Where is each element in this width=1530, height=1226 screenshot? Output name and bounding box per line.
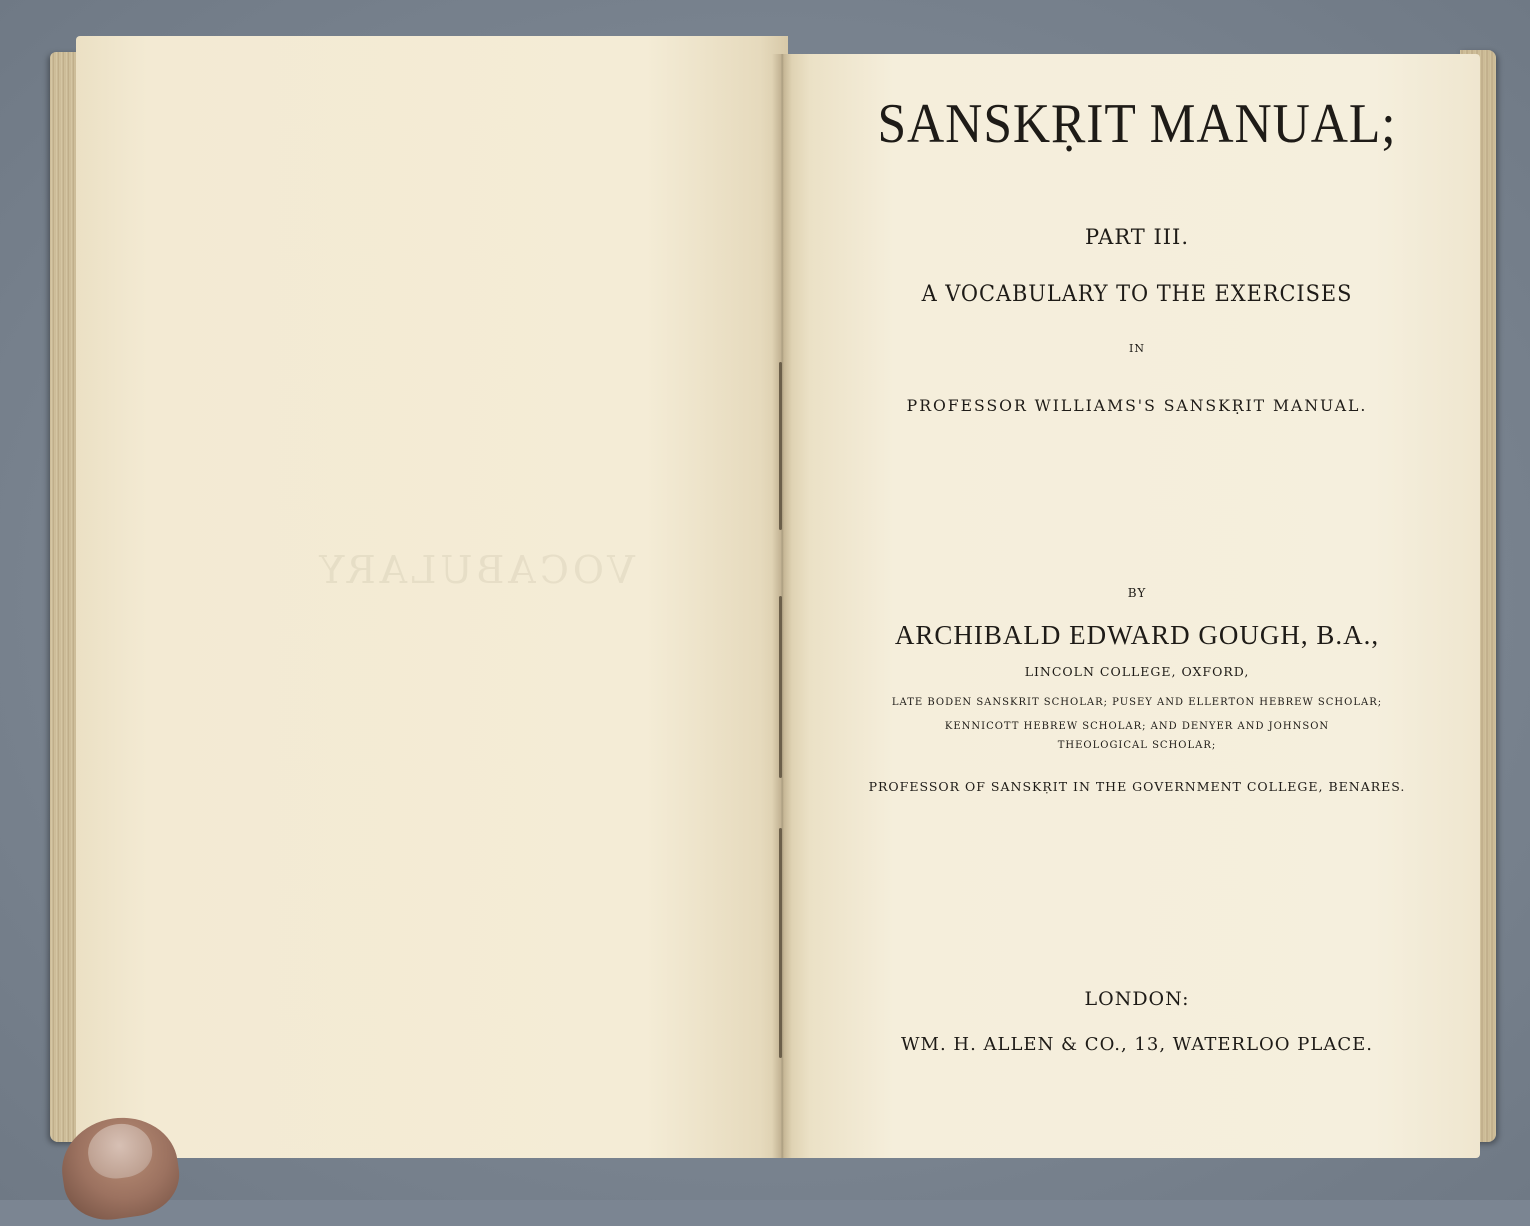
publisher: WM. H. ALLEN & CO., 13, WATERLOO PLACE. bbox=[901, 1034, 1373, 1055]
show-through-text: VOCABULARY bbox=[315, 548, 635, 592]
author-credentials-line-1: LATE BODEN SANSKRIT SCHOLAR; PUSEY AND ELLERTON HEBREW SCHOLAR; bbox=[891, 697, 1383, 708]
author-name: ARCHIBALD EDWARD GOUGH, B.A., bbox=[894, 620, 1380, 650]
book-subtitle: A VOCABULARY TO THE EXERCISES bbox=[921, 282, 1353, 307]
binding-stitch bbox=[779, 362, 782, 530]
book-title: SANSKṚIT MANUAL; bbox=[877, 93, 1397, 155]
binding-stitch bbox=[779, 828, 782, 1058]
by-line: BY bbox=[1127, 586, 1147, 600]
connector-text: IN bbox=[1129, 342, 1145, 355]
author-college: LINCOLN COLLEGE, OXFORD, bbox=[1024, 664, 1250, 679]
book-gutter bbox=[772, 54, 792, 1158]
binding-stitch bbox=[779, 596, 782, 778]
author-credentials-line-3: THEOLOGICAL SCHOLAR; bbox=[1057, 740, 1217, 751]
author-position: PROFESSOR OF SANSKṚIT IN THE GOVERNMENT COLLEGE, BENARES. bbox=[868, 779, 1406, 794]
left-blank-page bbox=[76, 36, 788, 1158]
publication-city: LONDON: bbox=[1084, 988, 1190, 1010]
author-credentials-line-2: KENNICOTT HEBREW SCHOLAR; AND DENYER AND JOHNSON bbox=[944, 721, 1330, 732]
reference-work: PROFESSOR WILLIAMS'S SANSKṚIT MANUAL. bbox=[906, 396, 1368, 415]
part-number: PART III. bbox=[1084, 225, 1190, 249]
